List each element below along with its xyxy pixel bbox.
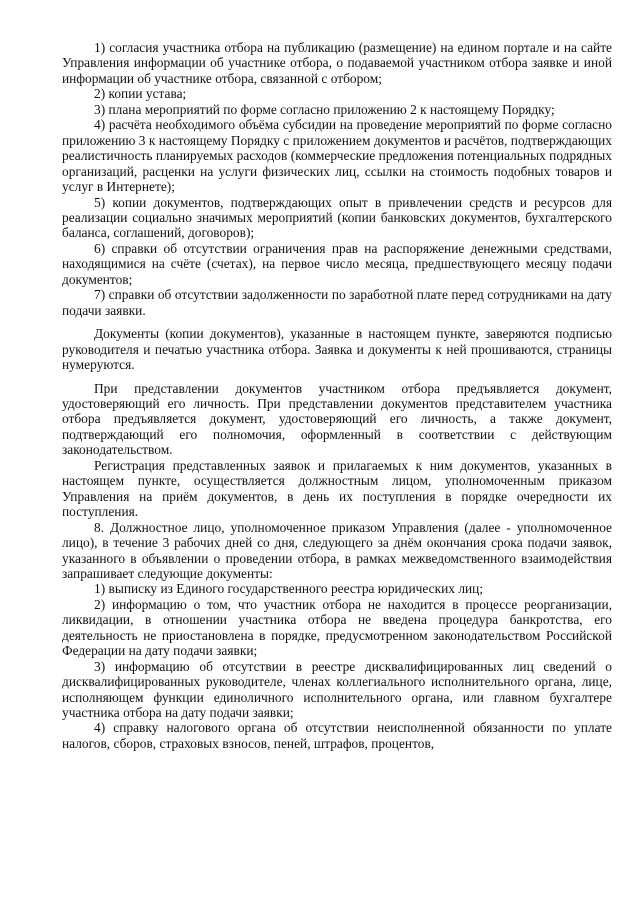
list-item-action-plan: 3) плана мероприятий по форме согласно приложению 2 к настоящему Порядку; bbox=[94, 101, 555, 117]
list-item-experience-documents: 5) копии документов, подтверждающих опыт в привлечении средств и ресурсов для реализации социально значимых мероприятий (копии банковских документов, бухгалтерского баланса, соглашений, договоров); bbox=[62, 194, 612, 241]
list-item-subsidy-calculation: 4) расчёта необходимого объёма субсидии на проведение мероприятий по форме согласно приложению 3 к настоящему Порядку с приложением документов и расчётов, подтверждающих реалистичность планируемых расходов (коммерческие предложения потенциальных подрядных организаций, расценки на услуги физических лиц, ссылки на стоимость подобных товаров и услуг в Интернете); bbox=[62, 117, 612, 195]
list-item-egrul-extract: 1) выписку из Единого государственного реестра юридических лиц; bbox=[94, 581, 484, 597]
list-item-salary-debt-certificate: 7) справки об отсутствии задолженности по заработной плате перед сотрудниками на дату подачи заявки. bbox=[62, 287, 612, 318]
paragraph-identity-verification: При представлении документов участником отбора предъявляется документ, удостоверяющий его личность. При представлении документов представителем участника отбора предъявляется документ, удостоверяющий его личность, а также документ, подтверждающий его полномочия, оформленный в соответствии с действующим законодательством. bbox=[62, 380, 612, 458]
list-item-charter: 2) копии устава; bbox=[94, 86, 187, 102]
paragraph-documents-certification: Документы (копии документов), указанные в настоящем пункте, заверяются подписью руководителя и печатью участника отбора. Заявка и документы к ней прошиваются, страницы нумеруются. bbox=[62, 326, 612, 373]
list-item-funds-restriction-certificate: 6) справки об отсутствии ограничения прав на распоряжение денежными средствами, находящимися на счёте (счетах), на первое число месяца, предшествующего месяцу подачи документов; bbox=[62, 240, 612, 287]
list-item-reorganization-info: 2) информацию о том, что участник отбора не находится в процессе реорганизации, ликвидации, в отношении участника отбора не введена процедура банкротства, его деятельность не приостановлена в порядке, предусмотренном законодательством Российской Федерации на дату подачи заявки; bbox=[62, 596, 612, 659]
list-item-disqualification-info: 3) информацию об отсутствии в реестре дисквалифицированных лиц сведений о дисквалифицированных руководителе, членах коллегиального исполнительного органа, лице, исполняющем функции единоличного исполнительного органа, или главном бухгалтере участника отбора на дату подачи заявки; bbox=[62, 658, 612, 721]
paragraph-registration: Регистрация представленных заявок и прилагаемых к ним документов, указанных в настоящем пункте, осуществляется должностным лицом, уполномоченным приказом Управления на приём документов, в день их поступления в порядке очередности их поступления. bbox=[62, 457, 612, 520]
document-page bbox=[62, 40, 612, 751]
paragraph-section-8: 8. Должностное лицо, уполномоченное приказом Управления (далее - уполномоченное лицо), в течение 3 рабочих дней со дня, следующего за днём окончания срока подачи заявок, указанного в объявлении о проведении отбора, в рамках межведомственного взаимодействия запрашивает следующие документы: bbox=[62, 519, 612, 581]
list-item-tax-certificate: 4) справку налогового органа об отсутствии неисполненной обязанности по уплате налогов, сборов, страховых взносов, пеней, штрафов, процентов, bbox=[62, 720, 612, 751]
list-item-consent: 1) согласия участника отбора на публикацию (размещение) на едином портале и на сайте Управления информации об участнике отбора, о подаваемой участником отбора заявке и иной информации об участнике отбора, связанной с отбором; bbox=[62, 40, 612, 86]
